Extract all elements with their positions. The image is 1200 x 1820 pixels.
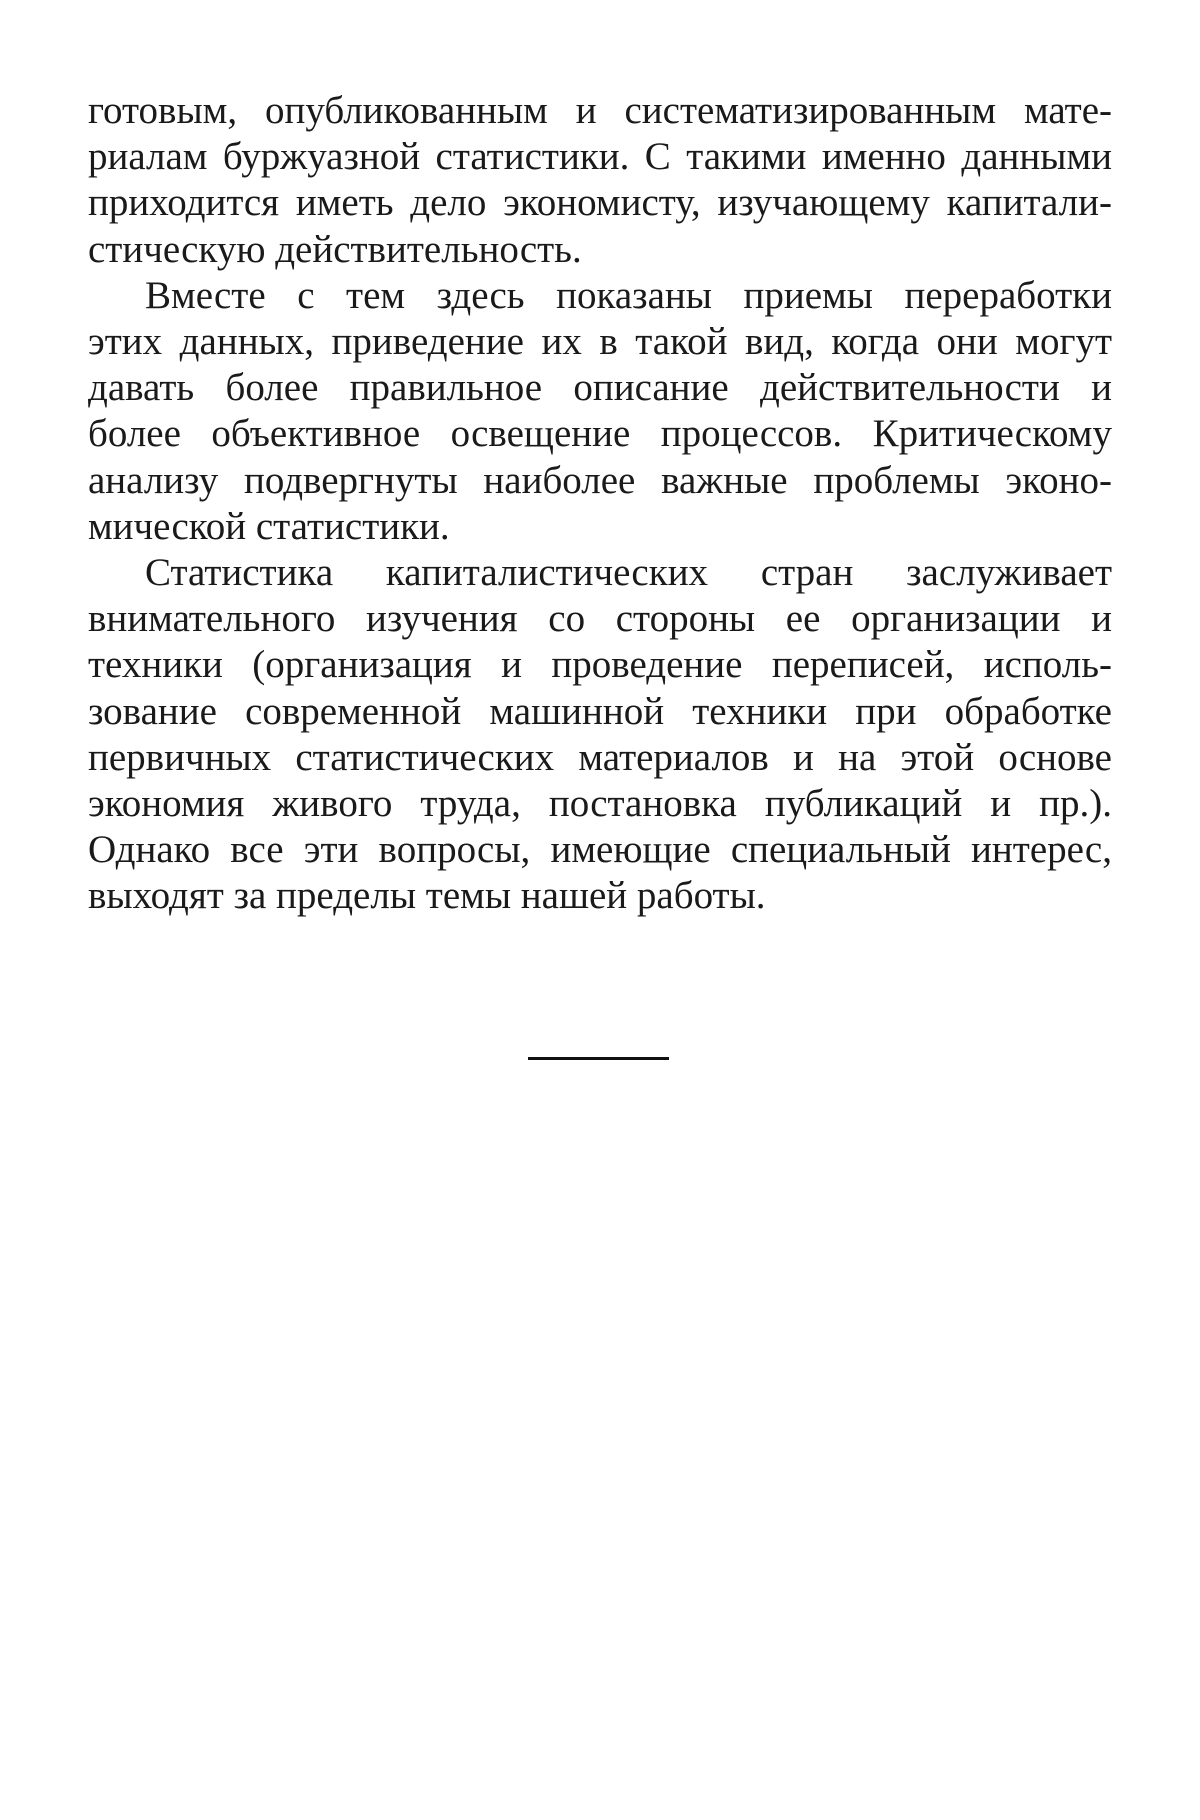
text-line: этих данных, приведение их в такой вид, когда они могут <box>88 320 1112 364</box>
paragraph-3 <box>88 550 1112 920</box>
text-line: выходят за пределы темы нашей работы. <box>88 874 766 918</box>
text-line: Однако все эти вопросы, имеющие специальный интерес, <box>88 828 1112 872</box>
text-line: техники (организация и проведение переписей, исполь- <box>88 643 1112 687</box>
text-line: анализу подвергнуты наиболее важные проблемы эконо- <box>88 458 1112 502</box>
text-line: готовым, опубликованным и систематизированным мате- <box>88 89 1112 132</box>
text-line: более объективное освещение процессов. Критическому <box>88 412 1112 456</box>
text-line: приходится иметь дело экономисту, изучающему капитали- <box>88 181 1112 225</box>
text-line: риалам буржуазной статистики. С такими именно данными <box>88 135 1112 179</box>
text-line: давать более правильное описание действительности и <box>88 366 1112 410</box>
text-line: Статистика капиталистических стран заслуживает <box>145 551 1112 595</box>
text-line: Вместе с тем здесь показаны приемы переработки <box>145 273 1112 317</box>
text-line: первичных статистических материалов и на этой основе <box>88 735 1112 779</box>
paragraph-2 <box>88 273 1112 550</box>
text-line: внимательного изучения со стороны ее организации и <box>88 597 1112 641</box>
text-line: стическую действительность. <box>88 227 582 271</box>
body-text <box>88 88 1112 920</box>
section-separator-rule <box>528 1057 669 1060</box>
paragraph-1 <box>88 88 1112 273</box>
text-line: экономия живого труда, постановка публикаций и пр.). <box>88 782 1112 826</box>
text-line: мической статистики. <box>88 504 450 548</box>
text-line: зование современной машинной техники при обработке <box>88 689 1112 733</box>
